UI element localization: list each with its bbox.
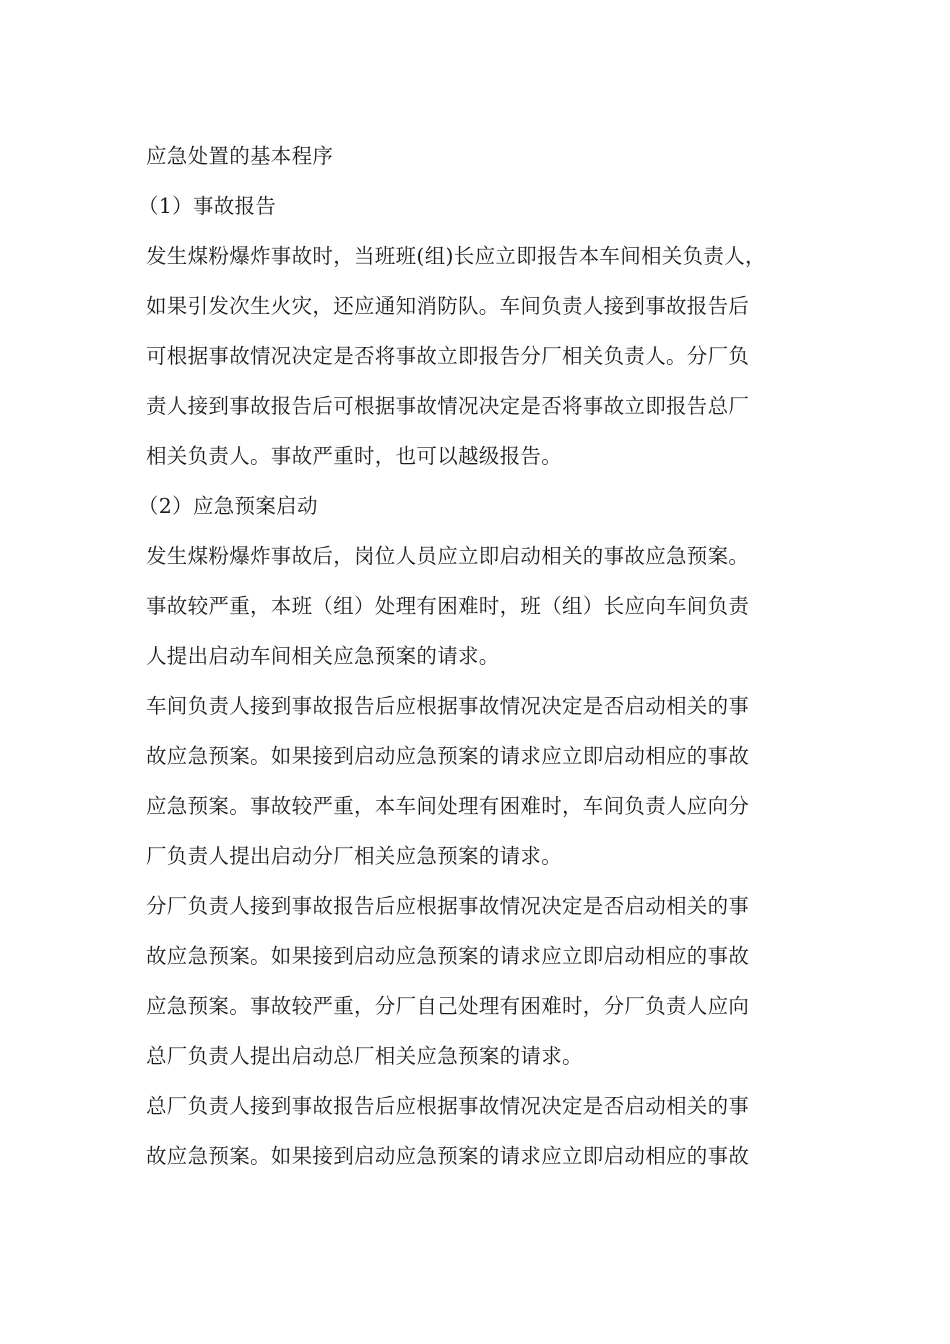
paragraph-line: 人提出启动车间相关应急预案的请求。 — [146, 644, 500, 668]
paragraph-line: 可根据事故情况决定是否将事故立即报告分厂相关负责人。分厂负 — [146, 344, 750, 368]
paragraph-line: 车间负责人接到事故报告后应根据事故情况决定是否启动相关的事 — [146, 694, 750, 718]
section-heading-accident-report: （1）事故报告 — [138, 194, 277, 218]
paragraph-line: 发生煤粉爆炸事故时，当班班(组)长应立即报告本车间相关负责人， — [146, 244, 766, 268]
paragraph-line: 厂负责人提出启动分厂相关应急预案的请求。 — [146, 844, 562, 868]
paragraph-line: 分厂负责人接到事故报告后应根据事故情况决定是否启动相关的事 — [146, 894, 750, 918]
paragraph-line: 故应急预案。如果接到启动应急预案的请求应立即启动相应的事故 — [146, 744, 750, 768]
paragraph-line: 相关负责人。事故严重时，也可以越级报告。 — [146, 444, 562, 468]
paragraph-line: 责人接到事故报告后可根据事故情况决定是否将事故立即报告总厂 — [146, 394, 750, 418]
document-title: 应急处置的基本程序 — [146, 144, 334, 168]
paragraph-line: 总厂负责人提出启动总厂相关应急预案的请求。 — [146, 1044, 583, 1068]
document-body — [138, 131, 806, 1181]
paragraph-line: 总厂负责人接到事故报告后应根据事故情况决定是否启动相关的事 — [146, 1094, 750, 1118]
section-heading-plan-activation: （2）应急预案启动 — [138, 494, 318, 518]
paragraph-line: 如果引发次生火灾，还应通知消防队。车间负责人接到事故报告后 — [146, 294, 750, 318]
paragraph-line: 故应急预案。如果接到启动应急预案的请求应立即启动相应的事故 — [146, 944, 750, 968]
paragraph-line: 应急预案。事故较严重，分厂自己处理有困难时，分厂负责人应向 — [146, 994, 750, 1018]
paragraph-line: 事故较严重，本班（组）处理有困难时，班（组）长应向车间负责 — [146, 594, 750, 618]
paragraph-line: 应急预案。事故较严重，本车间处理有困难时，车间负责人应向分 — [146, 794, 750, 818]
paragraph-line: 故应急预案。如果接到启动应急预案的请求应立即启动相应的事故 — [146, 1144, 750, 1168]
paragraph-line: 发生煤粉爆炸事故后，岗位人员应立即启动相关的事故应急预案。 — [146, 544, 750, 568]
